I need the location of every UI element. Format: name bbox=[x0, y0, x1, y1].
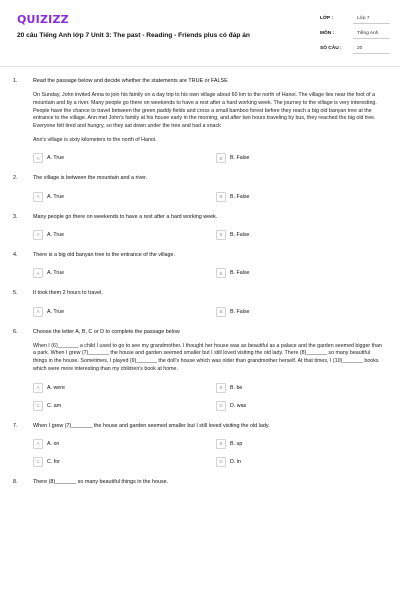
option-text: A. True bbox=[47, 231, 65, 238]
meta-label: MÔN : bbox=[320, 31, 335, 36]
answer-row bbox=[33, 230, 383, 240]
answer-options bbox=[33, 153, 383, 163]
option-letter-box: B bbox=[216, 153, 226, 163]
meta-value: Lớp 7 bbox=[353, 14, 390, 24]
answer-row bbox=[33, 153, 383, 163]
answer-option[interactable] bbox=[216, 307, 249, 317]
answer-option[interactable] bbox=[33, 383, 65, 393]
answer-row bbox=[33, 439, 383, 449]
question-text: The village is between the mountain and a river. bbox=[33, 175, 148, 182]
meta-label: LỚP : bbox=[320, 16, 334, 21]
option-text: D. in bbox=[230, 458, 241, 465]
answer-option[interactable] bbox=[33, 457, 60, 467]
option-text: A. True bbox=[47, 193, 65, 200]
option-letter-box: B bbox=[216, 268, 226, 278]
question-item bbox=[0, 252, 400, 278]
meta-label: SỐ CÂU : bbox=[320, 46, 342, 51]
option-letter-box: A bbox=[33, 439, 43, 449]
option-text: B. be bbox=[230, 384, 243, 391]
meta-grade bbox=[320, 14, 390, 26]
worksheet-header bbox=[0, 0, 400, 66]
meta-subject bbox=[320, 29, 390, 41]
answer-options bbox=[33, 383, 383, 411]
option-letter-box: A bbox=[33, 383, 43, 393]
answer-option[interactable] bbox=[33, 192, 64, 202]
meta-value: Tiếng Anh bbox=[353, 29, 390, 39]
answer-option[interactable] bbox=[33, 439, 59, 449]
option-text: B. up bbox=[230, 440, 243, 447]
option-letter-box: A bbox=[33, 230, 43, 240]
question-text: Many people go there on weekends to have a rest after a hard working week. bbox=[33, 213, 218, 220]
answer-option[interactable] bbox=[216, 153, 249, 163]
option-text: C. for bbox=[47, 458, 60, 465]
answer-option[interactable] bbox=[33, 153, 64, 163]
option-letter-box: B bbox=[216, 192, 226, 202]
option-letter-box: A bbox=[33, 307, 43, 317]
option-letter-box: D bbox=[216, 457, 226, 467]
answer-option[interactable] bbox=[216, 383, 242, 393]
option-letter-box: D bbox=[216, 401, 226, 411]
answer-option[interactable] bbox=[216, 192, 249, 202]
answer-row bbox=[33, 401, 383, 411]
option-letter-box: C bbox=[33, 401, 43, 411]
meta-value: 20 bbox=[353, 44, 390, 54]
question-item bbox=[0, 78, 400, 163]
question-number: 2. bbox=[13, 175, 18, 182]
option-letter-box: B bbox=[216, 383, 226, 393]
question-item bbox=[0, 214, 400, 240]
option-text: A. True bbox=[47, 270, 65, 277]
page-title: 20 câu Tiếng Anh lớp 7 Unit 3: The past - Reading - Friends plus có đáp án bbox=[17, 32, 250, 39]
option-text: B. False bbox=[230, 193, 250, 200]
answer-option[interactable] bbox=[33, 401, 61, 411]
answer-option[interactable] bbox=[216, 457, 241, 467]
answer-options bbox=[33, 307, 383, 317]
reading-passage: On Sunday, John invited Anna to join his family on a day trip to his own village about 60 km to the north of Hanoi. The village lies near the foot of a mountain and by a river. Many people go there on weekends to have a rest after a hard working week. The journey to the village is very interesting. People have the chance to travel between the green paddy fields and cross a small bamboo forest before they reach a big old banyan tree at the entrance to the village. Ann met John's family at his house early in the morning, and after two hours traveling by bus, they reached the big old tree. Everyone felt tired and hungry, so they sat down under the tree and had a snack bbox=[33, 92, 377, 129]
question-number: 8. bbox=[13, 478, 18, 485]
option-text: B. False bbox=[230, 308, 250, 315]
question-text: Choose the letter A, B, C or D to complete the passage below bbox=[33, 328, 180, 335]
question-number: 7. bbox=[13, 422, 18, 429]
answer-options bbox=[33, 230, 383, 240]
answer-row bbox=[33, 192, 383, 202]
question-number: 5. bbox=[13, 290, 18, 297]
answer-options bbox=[33, 192, 383, 202]
option-text: A. were bbox=[47, 384, 65, 391]
question-number: 6. bbox=[13, 328, 18, 335]
option-text: B. False bbox=[230, 270, 250, 277]
meta-question-count bbox=[320, 44, 390, 56]
question-text: It took them 2 hours to travel. bbox=[33, 290, 103, 297]
answer-row bbox=[33, 268, 383, 278]
answer-option[interactable] bbox=[33, 230, 64, 240]
option-letter-box: C bbox=[33, 457, 43, 467]
header-divider bbox=[0, 66, 400, 67]
question-list bbox=[0, 78, 400, 498]
option-text: D. was bbox=[230, 402, 247, 409]
answer-option[interactable] bbox=[216, 401, 246, 411]
answer-option[interactable] bbox=[33, 307, 64, 317]
answer-option[interactable] bbox=[216, 439, 242, 449]
option-text: A. on bbox=[47, 440, 60, 447]
option-letter-box: A bbox=[33, 192, 43, 202]
option-letter-box: B bbox=[216, 439, 226, 449]
question-item bbox=[0, 175, 400, 201]
option-letter-box: B bbox=[216, 307, 226, 317]
question-number: 3. bbox=[13, 213, 18, 220]
option-text: A. True bbox=[47, 308, 65, 315]
answer-option[interactable] bbox=[216, 230, 249, 240]
answer-options bbox=[33, 268, 383, 278]
answer-row bbox=[33, 307, 383, 317]
question-text: When I grew (7)_______ the house and garden seemed smaller but I still loved visiting the old lady. bbox=[33, 422, 270, 429]
answer-row bbox=[33, 383, 383, 393]
answer-options bbox=[33, 439, 383, 467]
option-letter-box: B bbox=[216, 230, 226, 240]
option-text: B. False bbox=[230, 231, 250, 238]
question-text: There is a big old banyan tree to the entrance of the village. bbox=[33, 251, 176, 258]
question-item bbox=[0, 423, 400, 467]
option-text: C. am bbox=[47, 402, 62, 409]
question-number: 4. bbox=[13, 251, 18, 258]
option-letter-box: A bbox=[33, 153, 43, 163]
question-item bbox=[0, 290, 400, 316]
answer-option[interactable] bbox=[216, 268, 249, 278]
question-statement: Ann's village is sixty kilometers to the north of Hanoi. bbox=[33, 136, 157, 143]
answer-row bbox=[33, 457, 383, 467]
option-text: B. False bbox=[230, 155, 250, 162]
question-item bbox=[0, 479, 400, 486]
question-item bbox=[0, 329, 400, 411]
option-letter-box: A bbox=[33, 268, 43, 278]
question-text: There (8)_______ so many beautiful things in the house. bbox=[33, 478, 169, 485]
answer-option[interactable] bbox=[33, 268, 64, 278]
question-number: 1. bbox=[13, 78, 18, 84]
reading-passage: When I (6)_______ a child I used to go to see my grandmother. I thought her house was as beautiful as a palace and the garden seemed bigger than a park. When I grew (7)_______ the house and garden seemed smaller but I still loved visiting the old lady. There (8)_______ so many beautiful things in the house. Sometimes, I played (9)_______ the doll's house which was older than grandmother herself. At that times, I (10)_______ books which were more interesting than my children's book at home. bbox=[33, 342, 382, 372]
question-text: Read the passage below and decide whether the statements are TRUE or FALSE bbox=[33, 78, 228, 84]
option-text: A. True bbox=[47, 155, 65, 162]
quizizz-logo: QUIZIZZ bbox=[17, 13, 69, 26]
